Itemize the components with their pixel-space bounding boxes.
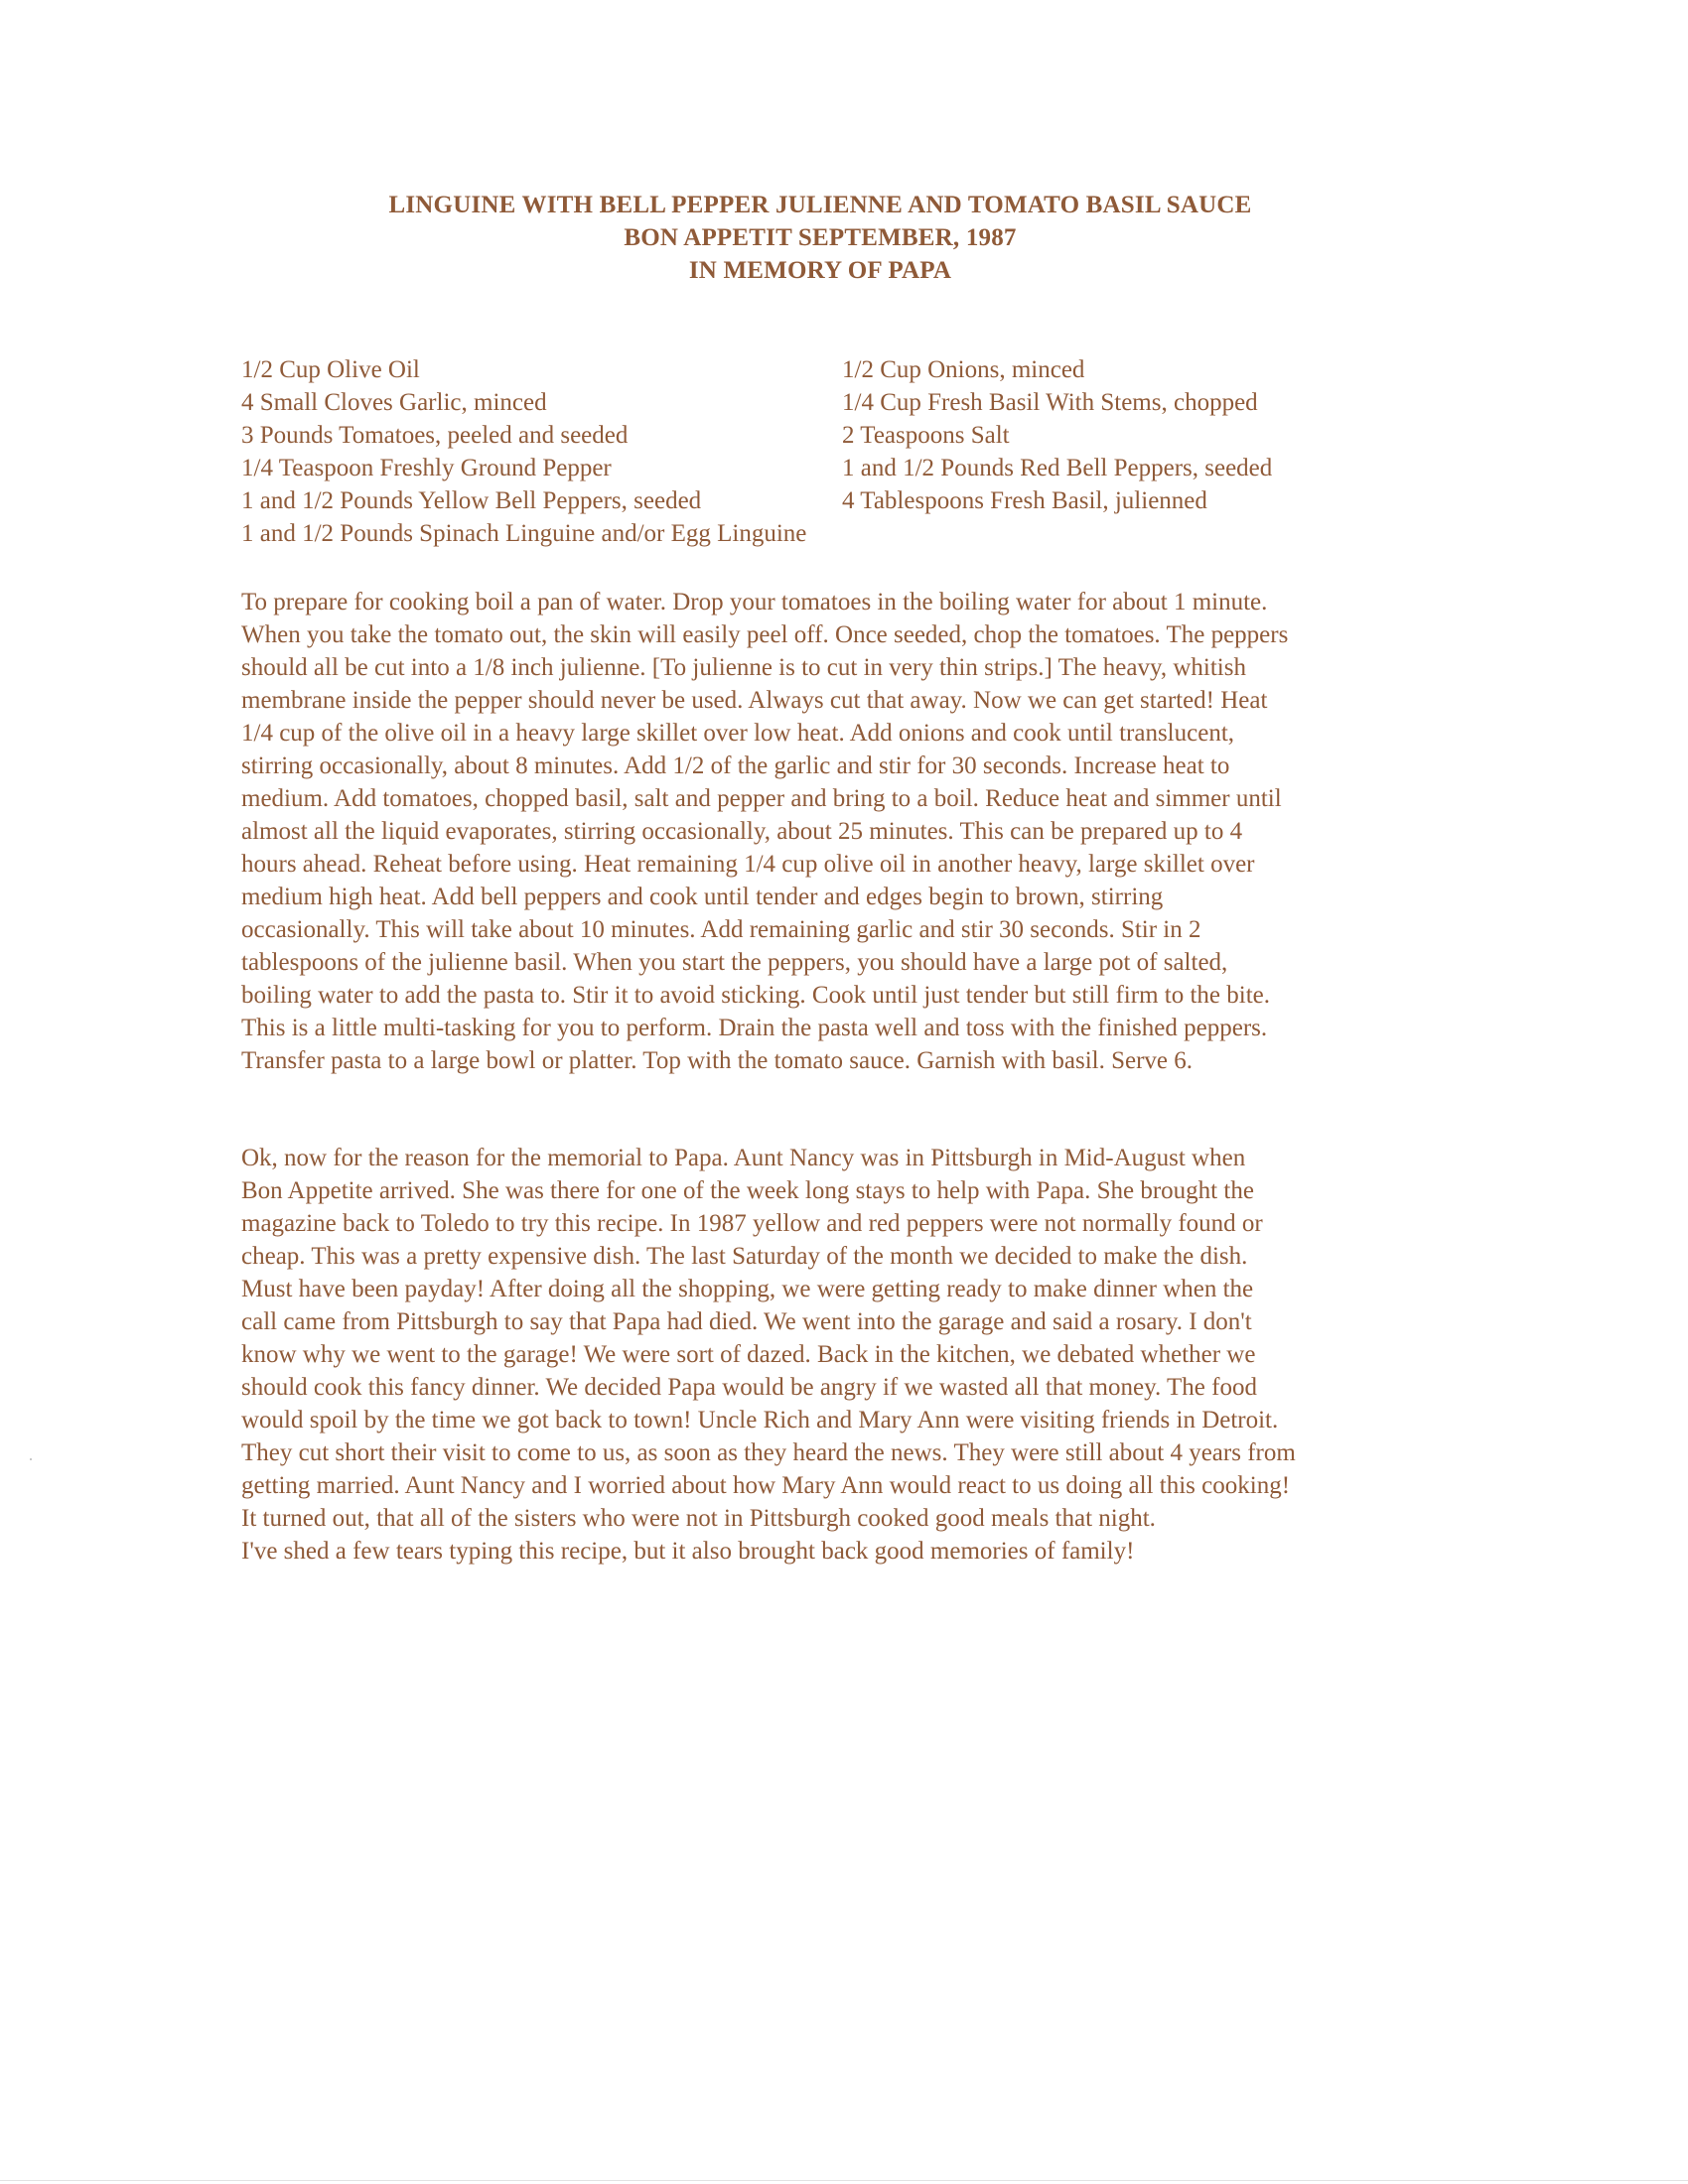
directions-line: This is a little multi-tasking for you to perform. Drain the pasta well and toss with the finished peppers. [241,1015,1268,1041]
memorial-line: It turned out, that all of the sisters who were not in Pittsburgh cooked good meals that night. [241,1505,1156,1532]
recipe-title: LINGUINE WITH BELL PEPPER JULIENNE AND TOMATO BASIL SAUCE [388,192,1252,218]
directions-line: membrane inside the pepper should never be used. Always cut that away. Now we can get started! Heat [241,687,1268,714]
directions-line: stirring occasionally, about 8 minutes. Add 1/2 of the garlic and stir for 30 seconds. Increase heat to [241,752,1230,779]
ingredient-item: 1 and 1/2 Pounds Spinach Linguine and/or Egg Linguine [241,520,807,547]
ingredient-row [241,484,1433,517]
ingredient-item: 1/2 Cup Olive Oil [241,356,420,383]
directions-paragraph [241,586,1448,1077]
recipe-header [0,189,1640,287]
memorial-line: Ok, now for the reason for the memorial to Papa. Aunt Nancy was in Pittsburgh in Mid-August when [241,1145,1246,1171]
memorial-line: They cut short their visit to come to us, as soon as they heard the news. They were still about 4 years from [241,1439,1296,1466]
ingredient-item: 1 and 1/2 Pounds Red Bell Peppers, seeded [842,455,1273,481]
ingredient-row [241,419,1433,452]
directions-line: almost all the liquid evaporates, stirring occasionally, about 25 minutes. This can be prepared up to 4 [241,818,1243,845]
directions-line: Transfer pasta to a large bowl or platter. Top with the tomato sauce. Garnish with basil. Serve 6. [241,1047,1194,1074]
memorial-line: getting married. Aunt Nancy and I worried about how Mary Ann would react to us doing all this cooking! [241,1472,1291,1499]
recipe-dedication: IN MEMORY OF PAPA [688,257,952,284]
directions-line: hours ahead. Reheat before using. Heat remaining 1/4 cup olive oil in another heavy, large skillet over [241,851,1255,878]
memorial-line: cheap. This was a pretty expensive dish. The last Saturday of the month we decided to make the dish. [241,1243,1248,1270]
memorial-paragraph [241,1142,1448,1568]
ingredient-item: 1 and 1/2 Pounds Yellow Bell Peppers, seeded [241,487,702,514]
directions-line: occasionally. This will take about 10 minutes. Add remaining garlic and stir 30 seconds. Stir in 2 [241,916,1201,943]
ingredient-row [241,517,1433,550]
memorial-line: Must have been payday! After doing all the shopping, we were getting ready to make dinner when the [241,1276,1254,1302]
directions-line: boiling water to add the pasta to. Stir it to avoid sticking. Cook until just tender but still firm to the bite. [241,982,1270,1009]
recipe-source: BON APPETIT SEPTEMBER, 1987 [624,224,1017,251]
memorial-line: I've shed a few tears typing this recipe, but it also brought back good memories of family! [241,1538,1135,1565]
directions-line: should all be cut into a 1/8 inch julienne. [To julienne is to cut in very thin strips.] The heavy, whitish [241,654,1246,681]
ingredient-row [241,386,1433,419]
ingredient-item: 2 Teaspoons Salt [842,422,1010,449]
memorial-line: call came from Pittsburgh to say that Papa had died. We went into the garage and said a rosary. I don't [241,1308,1252,1335]
memorial-line: know why we went to the garage! We were sort of dazed. Back in the kitchen, we debated whether we [241,1341,1256,1368]
ingredient-row [241,452,1433,484]
directions-line: 1/4 cup of the olive oil in a heavy large skillet over low heat. Add onions and cook until translucent, [241,720,1235,747]
ingredient-item: 1/2 Cup Onions, minced [842,356,1085,383]
ingredient-item: 1/4 Teaspoon Freshly Ground Pepper [241,455,612,481]
memorial-line: should cook this fancy dinner. We decided Papa would be angry if we wasted all that money. The food [241,1374,1257,1401]
ingredient-item: 4 Small Cloves Garlic, minced [241,389,547,416]
ingredient-item: 1/4 Cup Fresh Basil With Stems, chopped [842,389,1258,416]
memorial-line: Bon Appetite arrived. She was there for one of the week long stays to help with Papa. She brought the [241,1177,1254,1204]
directions-line: medium high heat. Add bell peppers and cook until tender and edges begin to brown, stirring [241,884,1164,910]
ingredient-item: 3 Pounds Tomatoes, peeled and seeded [241,422,629,449]
scan-edge-line [0,2180,1688,2181]
directions-line: To prepare for cooking boil a pan of water. Drop your tomatoes in the boiling water for about 1 minute. [241,589,1268,615]
ingredient-row [241,353,1433,386]
directions-line: tablespoons of the julienne basil. When you start the peppers, you should have a large pot of salted, [241,949,1228,976]
memorial-line: magazine back to Toledo to try this recipe. In 1987 yellow and red peppers were not normally found or [241,1210,1263,1237]
directions-line: medium. Add tomatoes, chopped basil, salt and pepper and bring to a boil. Reduce heat and simmer until [241,785,1282,812]
ingredients-list [241,353,1433,550]
memorial-line: would spoil by the time we got back to town! Uncle Rich and Mary Ann were visiting friends in Detroit. [241,1407,1279,1433]
scan-speck [30,1458,32,1460]
ingredient-item: 4 Tablespoons Fresh Basil, julienned [842,487,1207,514]
directions-line: When you take the tomato out, the skin will easily peel off. Once seeded, chop the tomatoes. The peppers [241,621,1289,648]
